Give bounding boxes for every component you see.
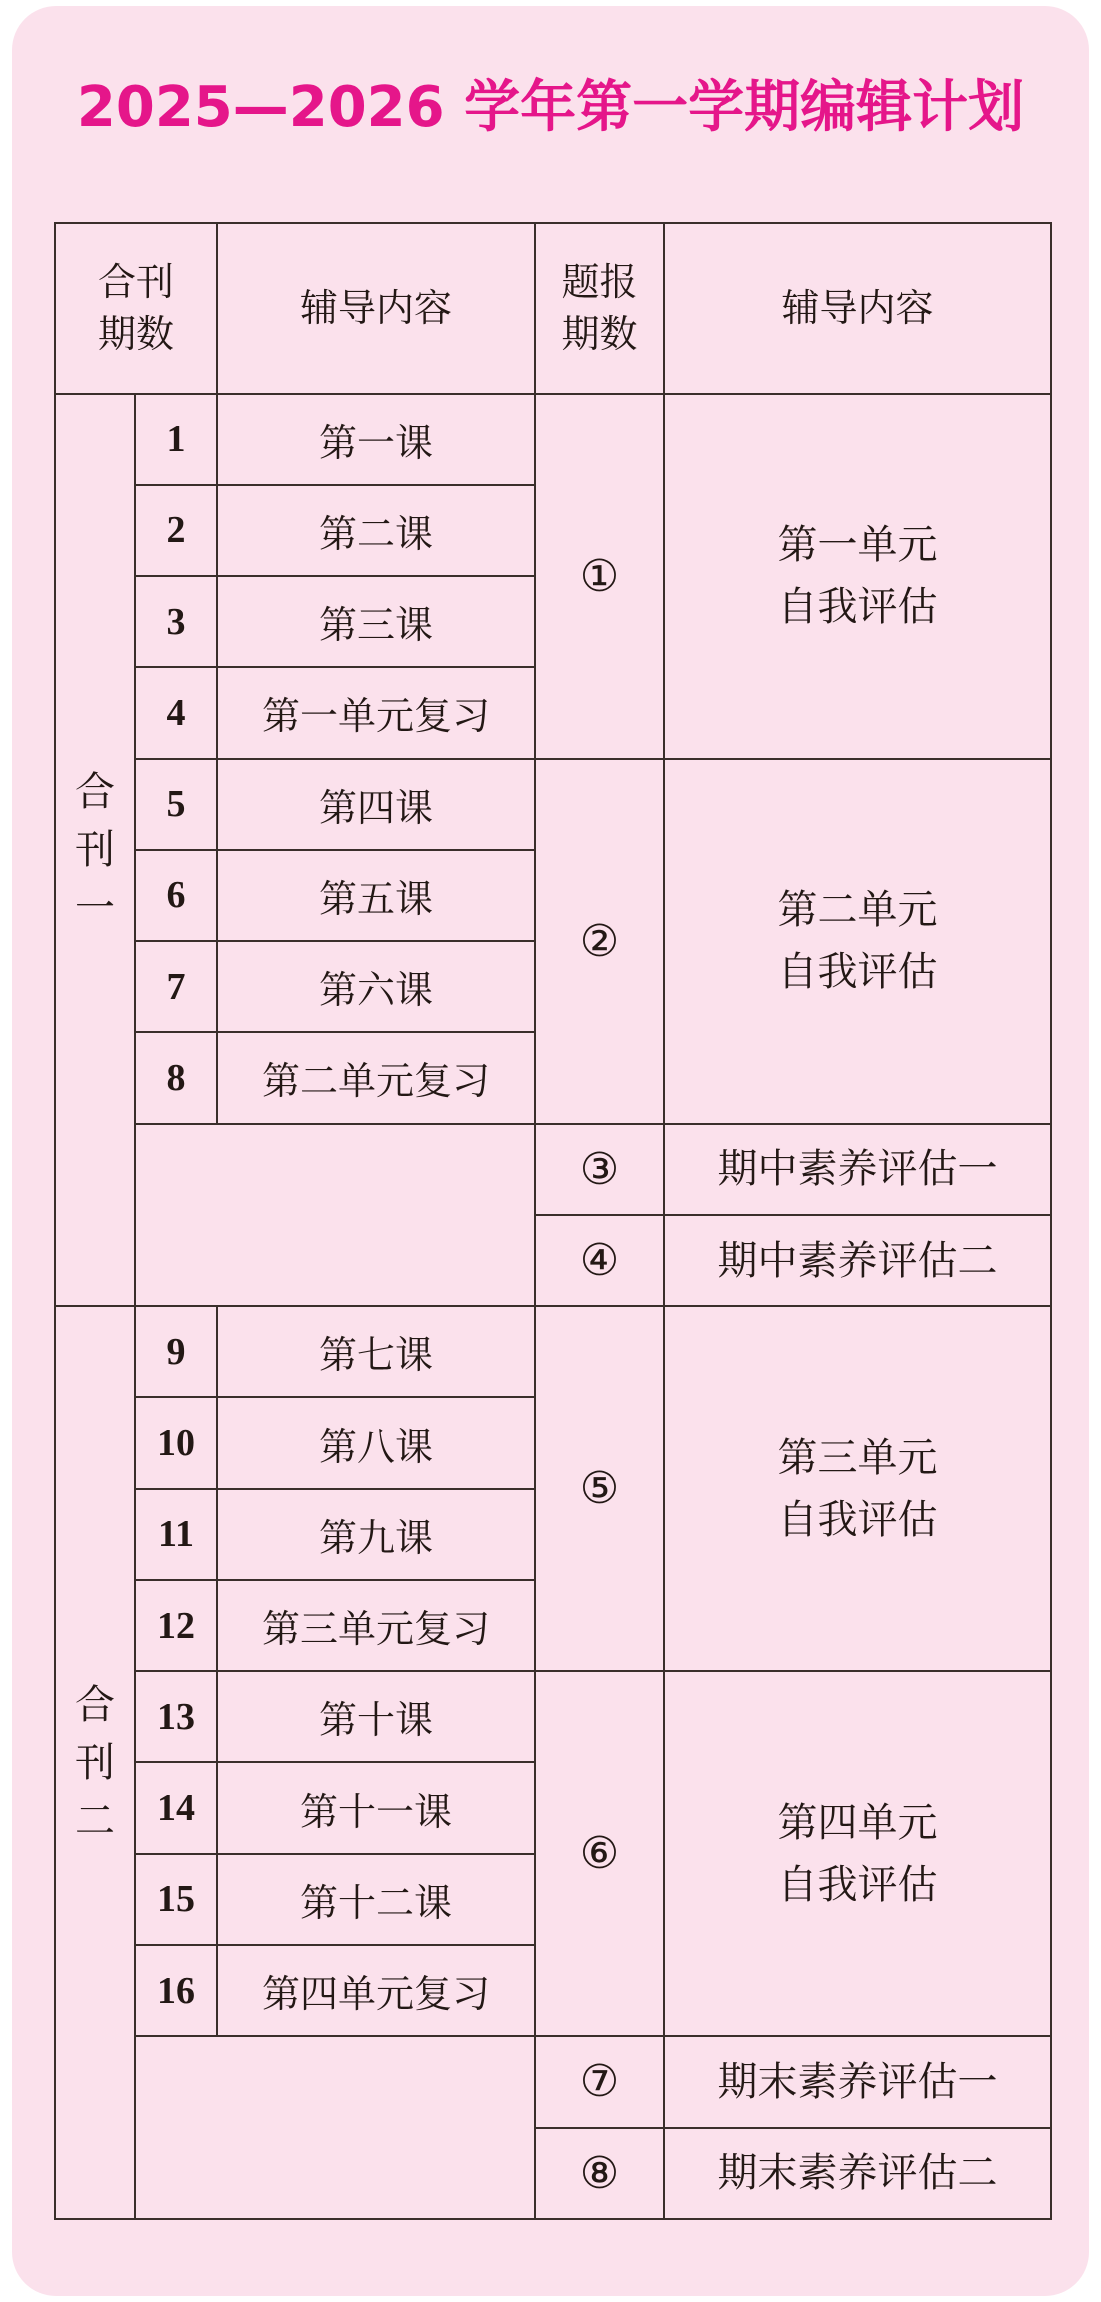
issue-topic: 第十课 <box>217 1671 535 1762</box>
table-row <box>55 1124 1051 1215</box>
issue-topic: 第三课 <box>217 576 535 667</box>
issue-topic: 第四课 <box>217 759 535 850</box>
issue-topic: 第五课 <box>217 850 535 941</box>
table-row <box>55 1306 1051 1397</box>
issue-number: 4 <box>135 667 217 758</box>
issue-number: 2 <box>135 485 217 576</box>
group-label-2: 合 刊 二 <box>55 1306 135 2219</box>
paper-content: 期中素养评估二 <box>664 1215 1051 1306</box>
issue-number: 1 <box>135 394 217 485</box>
issue-topic: 第二单元复习 <box>217 1032 535 1123</box>
table-row <box>55 2036 1051 2127</box>
paper-number: ① <box>535 394 664 759</box>
issue-number: 12 <box>135 1580 217 1671</box>
issue-number: 5 <box>135 759 217 850</box>
issue-number: 15 <box>135 1854 217 1945</box>
issue-topic: 第二课 <box>217 485 535 576</box>
empty-cell <box>135 2036 535 2219</box>
issue-topic: 第八课 <box>217 1397 535 1488</box>
paper-content: 第一单元 自我评估 <box>664 394 1051 759</box>
issue-topic: 第七课 <box>217 1306 535 1397</box>
issue-topic: 第一课 <box>217 394 535 485</box>
paper-content: 期中素养评估一 <box>664 1124 1051 1215</box>
issue-topic: 第十二课 <box>217 1854 535 1945</box>
header-issue-count: 合刊 期数 <box>55 223 217 394</box>
issue-topic: 第一单元复习 <box>217 667 535 758</box>
paper-content: 第四单元 自我评估 <box>664 1671 1051 2036</box>
paper-number: ⑤ <box>535 1306 664 1671</box>
issue-number: 10 <box>135 1397 217 1488</box>
table-header-row <box>55 223 1051 394</box>
issue-topic: 第四单元复习 <box>217 1945 535 2036</box>
issue-number: 9 <box>135 1306 217 1397</box>
issue-topic: 第九课 <box>217 1489 535 1580</box>
table-row <box>55 759 1051 850</box>
header-paper-count: 题报 期数 <box>535 223 664 394</box>
paper-number: ⑦ <box>535 2036 664 2127</box>
empty-cell <box>135 1124 535 1307</box>
page-title: 2025—2026 学年第一学期编辑计划 <box>76 75 1025 140</box>
issue-number: 3 <box>135 576 217 667</box>
header-content: 辅导内容 <box>217 223 535 394</box>
paper-number: ③ <box>535 1124 664 1215</box>
paper-content: 第三单元 自我评估 <box>664 1306 1051 1671</box>
table-row <box>55 394 1051 485</box>
issue-topic: 第三单元复习 <box>217 1580 535 1671</box>
issue-number: 11 <box>135 1489 217 1580</box>
issue-number: 14 <box>135 1762 217 1853</box>
issue-number: 13 <box>135 1671 217 1762</box>
table-row <box>55 1671 1051 1762</box>
paper-content: 期末素养评估一 <box>664 2036 1051 2127</box>
issue-topic: 第十一课 <box>217 1762 535 1853</box>
paper-number: ② <box>535 759 664 1124</box>
paper-number: ⑧ <box>535 2128 664 2219</box>
paper-content: 第二单元 自我评估 <box>664 759 1051 1124</box>
issue-topic: 第六课 <box>217 941 535 1032</box>
issue-number: 6 <box>135 850 217 941</box>
header-paper-content: 辅导内容 <box>664 223 1051 394</box>
paper-number: ④ <box>535 1215 664 1306</box>
issue-number: 16 <box>135 1945 217 2036</box>
issue-number: 8 <box>135 1032 217 1123</box>
issue-number: 7 <box>135 941 217 1032</box>
paper-number: ⑥ <box>535 1671 664 2036</box>
edit-plan-table <box>54 222 1052 2220</box>
paper-content: 期末素养评估二 <box>664 2128 1051 2219</box>
group-label-1: 合 刊 一 <box>55 394 135 1307</box>
